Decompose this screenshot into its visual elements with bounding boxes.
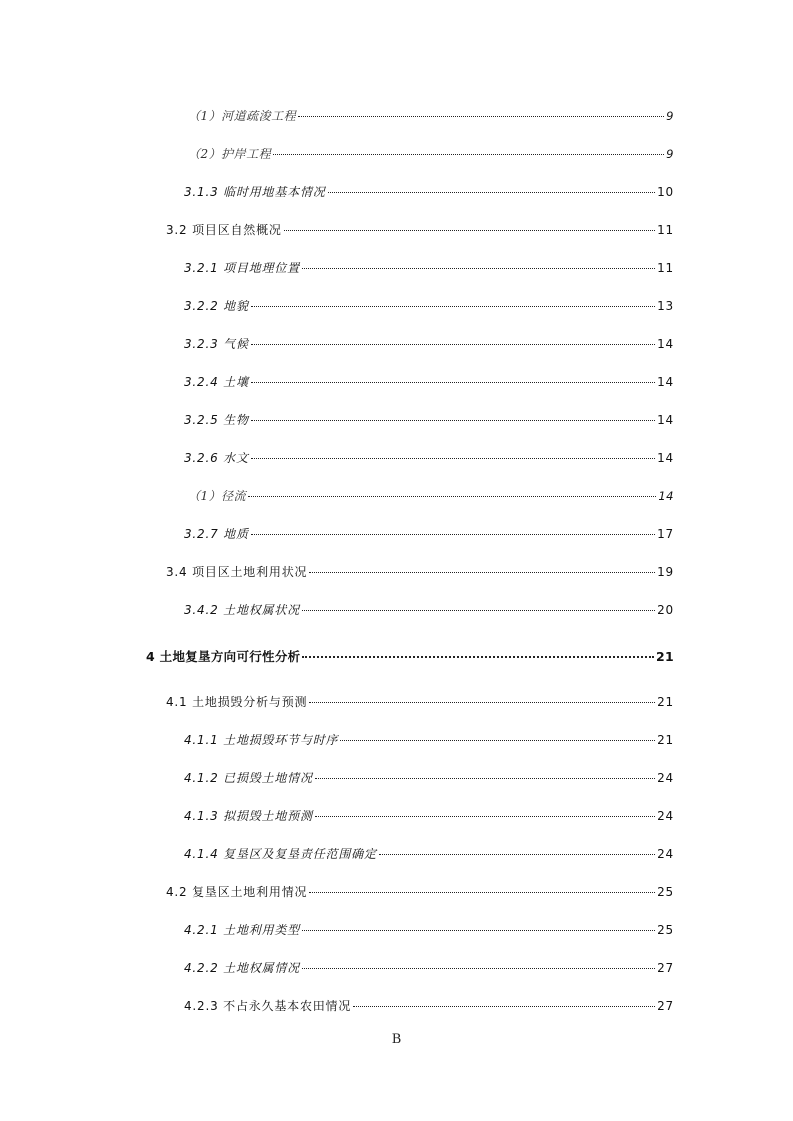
toc-entry-page: 10 [657,185,674,199]
toc-entry-4-1-4[interactable] [184,844,674,864]
dot-leader [340,740,655,741]
toc-entry-page: 14 [658,489,674,503]
toc-entry-page: 27 [657,999,674,1013]
dot-leader [302,268,655,269]
toc-entry-3-2-6[interactable] [184,448,674,468]
toc-entry-3-2-7[interactable] [184,524,674,544]
dot-leader [251,382,655,383]
toc-entry-page: 20 [657,603,674,617]
toc-entry-page: 14 [657,413,674,427]
toc-entry-title: 3.4 项目区土地利用状况 [166,565,308,579]
toc-entry-3-2-4[interactable] [184,372,674,392]
toc-entry-title: 4.1.1 土地损毁环节与时序 [184,733,339,747]
toc-entry-page: 25 [657,923,674,937]
dot-leader [302,930,655,931]
toc-entry-4-2[interactable] [166,882,674,902]
toc-entry-page: 19 [657,565,674,579]
page-footer-label: B [391,1032,402,1047]
toc-entry-4-1-3[interactable] [184,806,674,826]
toc-entry-title: （1）径流 [188,489,247,503]
toc-entry-4-2-3[interactable] [184,996,674,1016]
dot-leader [309,572,655,573]
dot-leader [309,702,655,703]
toc-entry-3-2-3[interactable] [184,334,674,354]
toc-entry-title: 3.2.5 生物 [184,413,249,427]
dot-leader [379,854,655,855]
toc-entry-4-1-2[interactable] [184,768,674,788]
toc-entry-page: 17 [657,527,674,541]
toc-entry-3-2-1[interactable] [184,258,674,278]
toc-entry-4-2-1[interactable] [184,920,674,940]
toc-entry-title: 4.1 土地损毁分析与预测 [166,695,308,709]
toc-entry-page: 14 [657,451,674,465]
toc-entry-3-4-2[interactable] [184,600,674,620]
toc-entry-title: 3.2.7 地质 [184,527,249,541]
toc-entry-title: 3.1.3 临时用地基本情况 [184,185,326,199]
dot-leader [302,968,655,969]
toc-entry-page: 27 [657,961,674,975]
toc-entry-page: 21 [657,695,674,709]
dot-leader [273,154,664,155]
toc-entry-page: 24 [657,771,674,785]
toc-entry-page: 25 [657,885,674,899]
dot-leader [251,420,655,421]
dot-leader [353,1006,655,1007]
toc-entry-4-1-1[interactable] [184,730,674,750]
dot-leader [302,656,654,658]
toc-entry-3-1-3[interactable] [184,182,674,202]
toc-entry-3-4[interactable] [166,562,674,582]
toc-entry-title: 3.2.6 水文 [184,451,249,465]
toc-entry-page: 9 [666,147,674,161]
toc-entry-title: 3.2.4 土壤 [184,375,249,389]
dot-leader [309,892,655,893]
toc-entry-3-2-5[interactable] [184,410,674,430]
dot-leader [251,458,655,459]
toc-entry-title: 3.2.2 地貌 [184,299,249,313]
dot-leader [315,816,655,817]
toc-entry-4-2-2[interactable] [184,958,674,978]
toc-entry-title: 3.2.3 气候 [184,337,249,351]
toc-entry-title: 3.2.1 项目地理位置 [184,261,300,275]
toc-entry-title: 3.4.2 土地权属状况 [184,603,300,617]
dot-leader [302,610,655,611]
toc-entry-title: 4.1.4 复垦区及复垦责任范围确定 [184,847,377,861]
dot-leader [251,534,655,535]
toc-entry-page: 11 [657,223,674,237]
toc-entry-title: 4.2.1 土地利用类型 [184,923,300,937]
toc-entry-title: 4.2.2 土地权属情况 [184,961,300,975]
toc-entry-title: 4.1.3 拟损毁土地预测 [184,809,313,823]
toc-entry-3-2[interactable] [166,220,674,240]
toc-entry-3-2-2[interactable] [184,296,674,316]
dot-leader [251,344,655,345]
toc-entry-page: 21 [656,649,674,664]
dot-leader [298,116,664,117]
toc-entry-page: 9 [666,109,674,123]
toc-entry-page: 14 [657,375,674,389]
toc-entry-page: 14 [657,337,674,351]
dot-leader [328,192,656,193]
toc-entry-title: 3.2 项目区自然概况 [166,223,282,237]
toc-entry-title: 4 土地复垦方向可行性分析 [146,649,301,664]
toc-entry-title: 4.2 复垦区土地利用情况 [166,885,308,899]
toc-entry-title: （1）河道疏浚工程 [188,109,297,123]
dot-leader [248,496,656,497]
toc-entry-title: （2）护岸工程 [188,147,272,161]
toc-entry-title: 4.1.2 已损毁土地情况 [184,771,313,785]
toc-entry-title: 4.2.3 不占永久基本农田情况 [184,999,352,1013]
toc-entry-bank-protection[interactable] [188,144,674,164]
dot-leader [284,230,655,231]
toc-entry-page: 21 [657,733,674,747]
toc-entry-4-1[interactable] [166,692,674,712]
toc-entry-river-dredging[interactable] [188,106,674,126]
toc-entry-chapter-4[interactable] [146,647,674,667]
toc-entry-page: 24 [657,809,674,823]
toc-entry-page: 11 [657,261,674,275]
toc-entry-runoff[interactable] [188,486,674,506]
dot-leader [251,306,655,307]
toc-entry-page: 13 [657,299,674,313]
toc-entry-page: 24 [657,847,674,861]
dot-leader [315,778,655,779]
